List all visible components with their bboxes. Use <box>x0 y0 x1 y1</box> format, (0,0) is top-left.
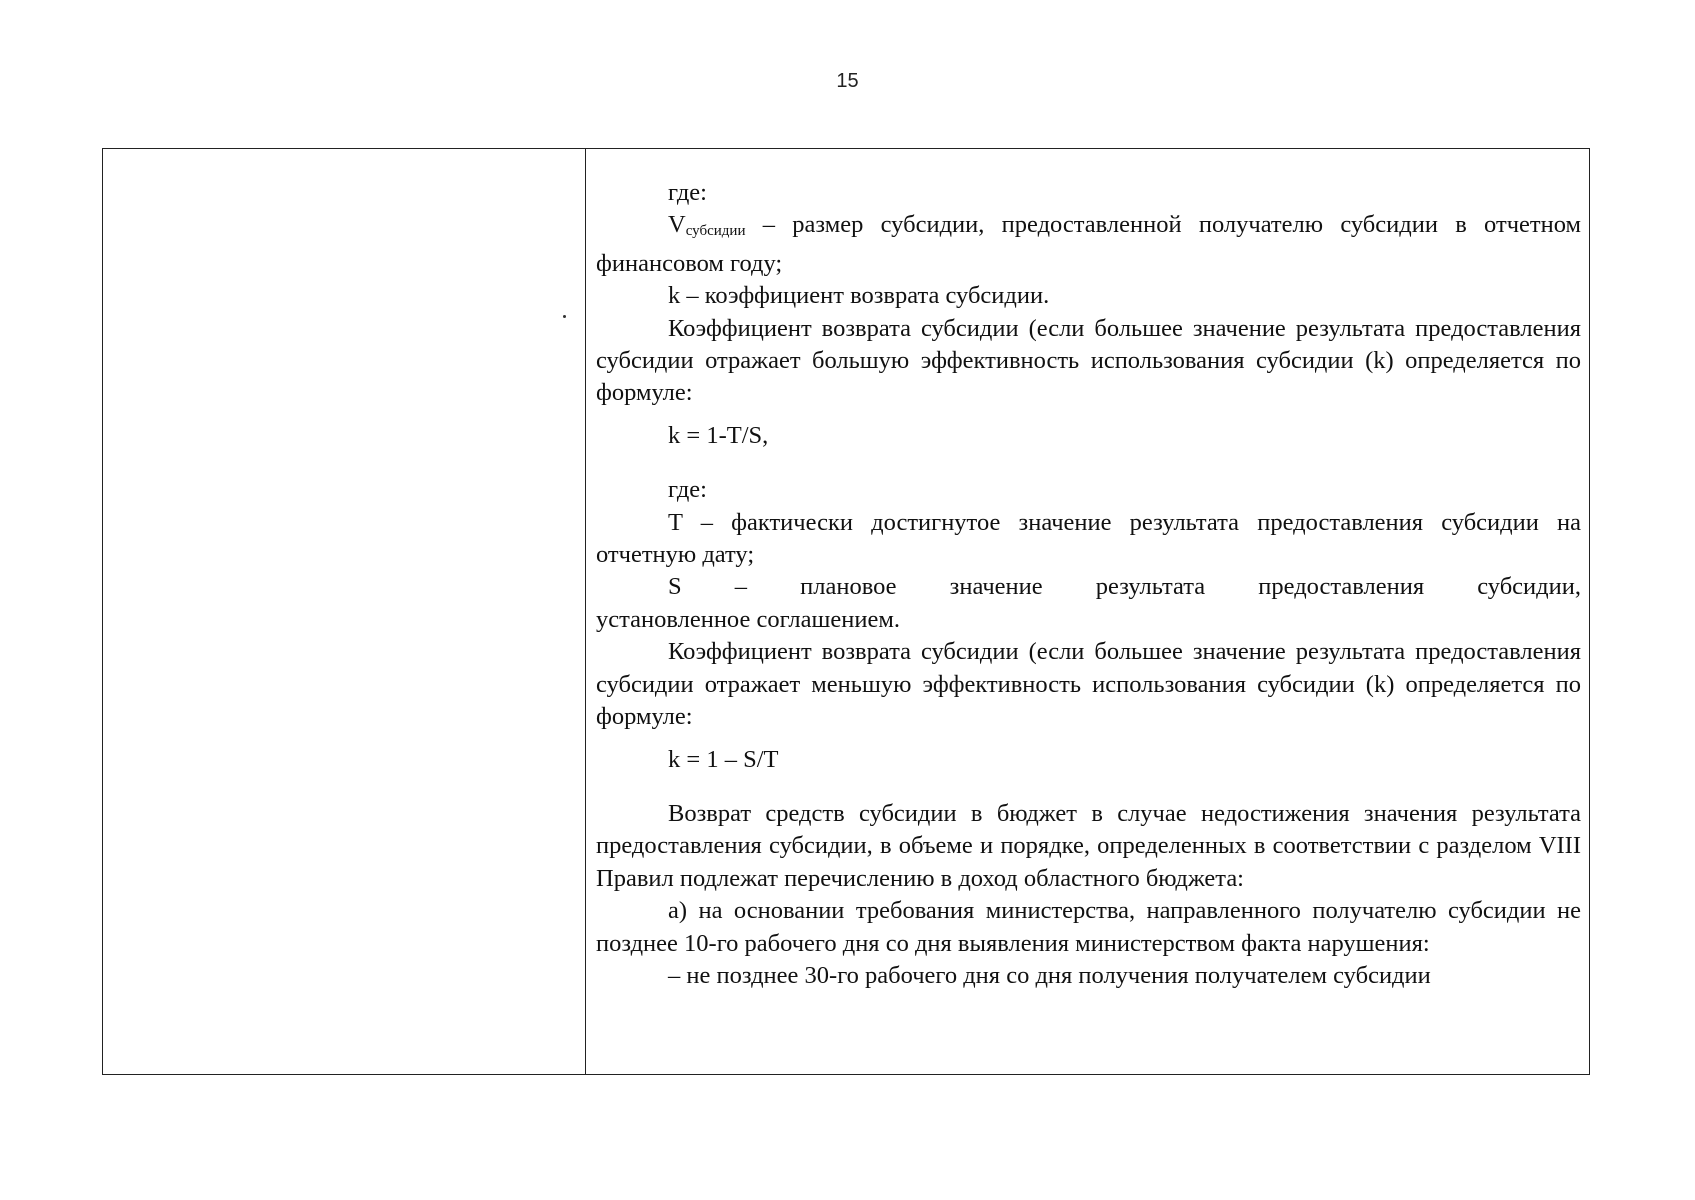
table-left-column <box>103 149 586 1074</box>
formula-2: k = 1 – S/T <box>668 745 779 773</box>
paragraph-k-less-effective: Коэффициент возврата субсидии (если большее значение результата предоставления субсидии отражает меньшую эффективность использования субсидии (k) определяется по формуле: <box>596 638 1581 731</box>
stray-dot <box>563 315 566 318</box>
table-right-column <box>596 177 1581 992</box>
paragraph-return: Возврат средств субсидии в бюджет в случае недостижения значения результата предоставления субсидии, в объеме и порядке, определенных в соответствии с разделом VIII Правил подлежат перечислению в доход областного бюджета: <box>596 799 1581 892</box>
document-table <box>102 148 1590 1075</box>
v-symbol: V <box>668 211 686 239</box>
where-label-1: где: <box>668 179 707 206</box>
item-a: а) на основании требования министерства, направленного получателю субсидии не позднее 10-го рабочего дня со дня выявления министерством факта нарушения: <box>596 897 1581 957</box>
formula-1: k = 1-T/S, <box>668 421 769 449</box>
s-definition-line2: установленное соглашением. <box>596 605 900 633</box>
where-label-2: где: <box>668 476 707 504</box>
s-definition-line1: S – плановое значение результата предоставления субсидии, <box>668 573 1581 601</box>
k-definition: k – коэффициент возврата субсидии. <box>668 282 1050 310</box>
paragraph-k-more-effective: Коэффициент возврата субсидии (если большее значение результата предоставления субсидии отражает большую эффективность использования субсидии (k) определяется по формуле: <box>596 314 1581 407</box>
item-dash: – не позднее 30-го рабочего дня со дня получения получателем субсидии <box>668 961 1431 989</box>
t-definition: T – фактически достигнутое значение результата предоставления субсидии на отчетную дату; <box>596 508 1581 569</box>
v-subscript: субсидии <box>685 223 746 240</box>
v-definition-text: – размер субсидии, предоставленной получателю субсидии в отчетном финансовом году; <box>596 211 1581 277</box>
v-definition <box>596 209 1581 280</box>
page-number: 15 <box>836 70 859 92</box>
